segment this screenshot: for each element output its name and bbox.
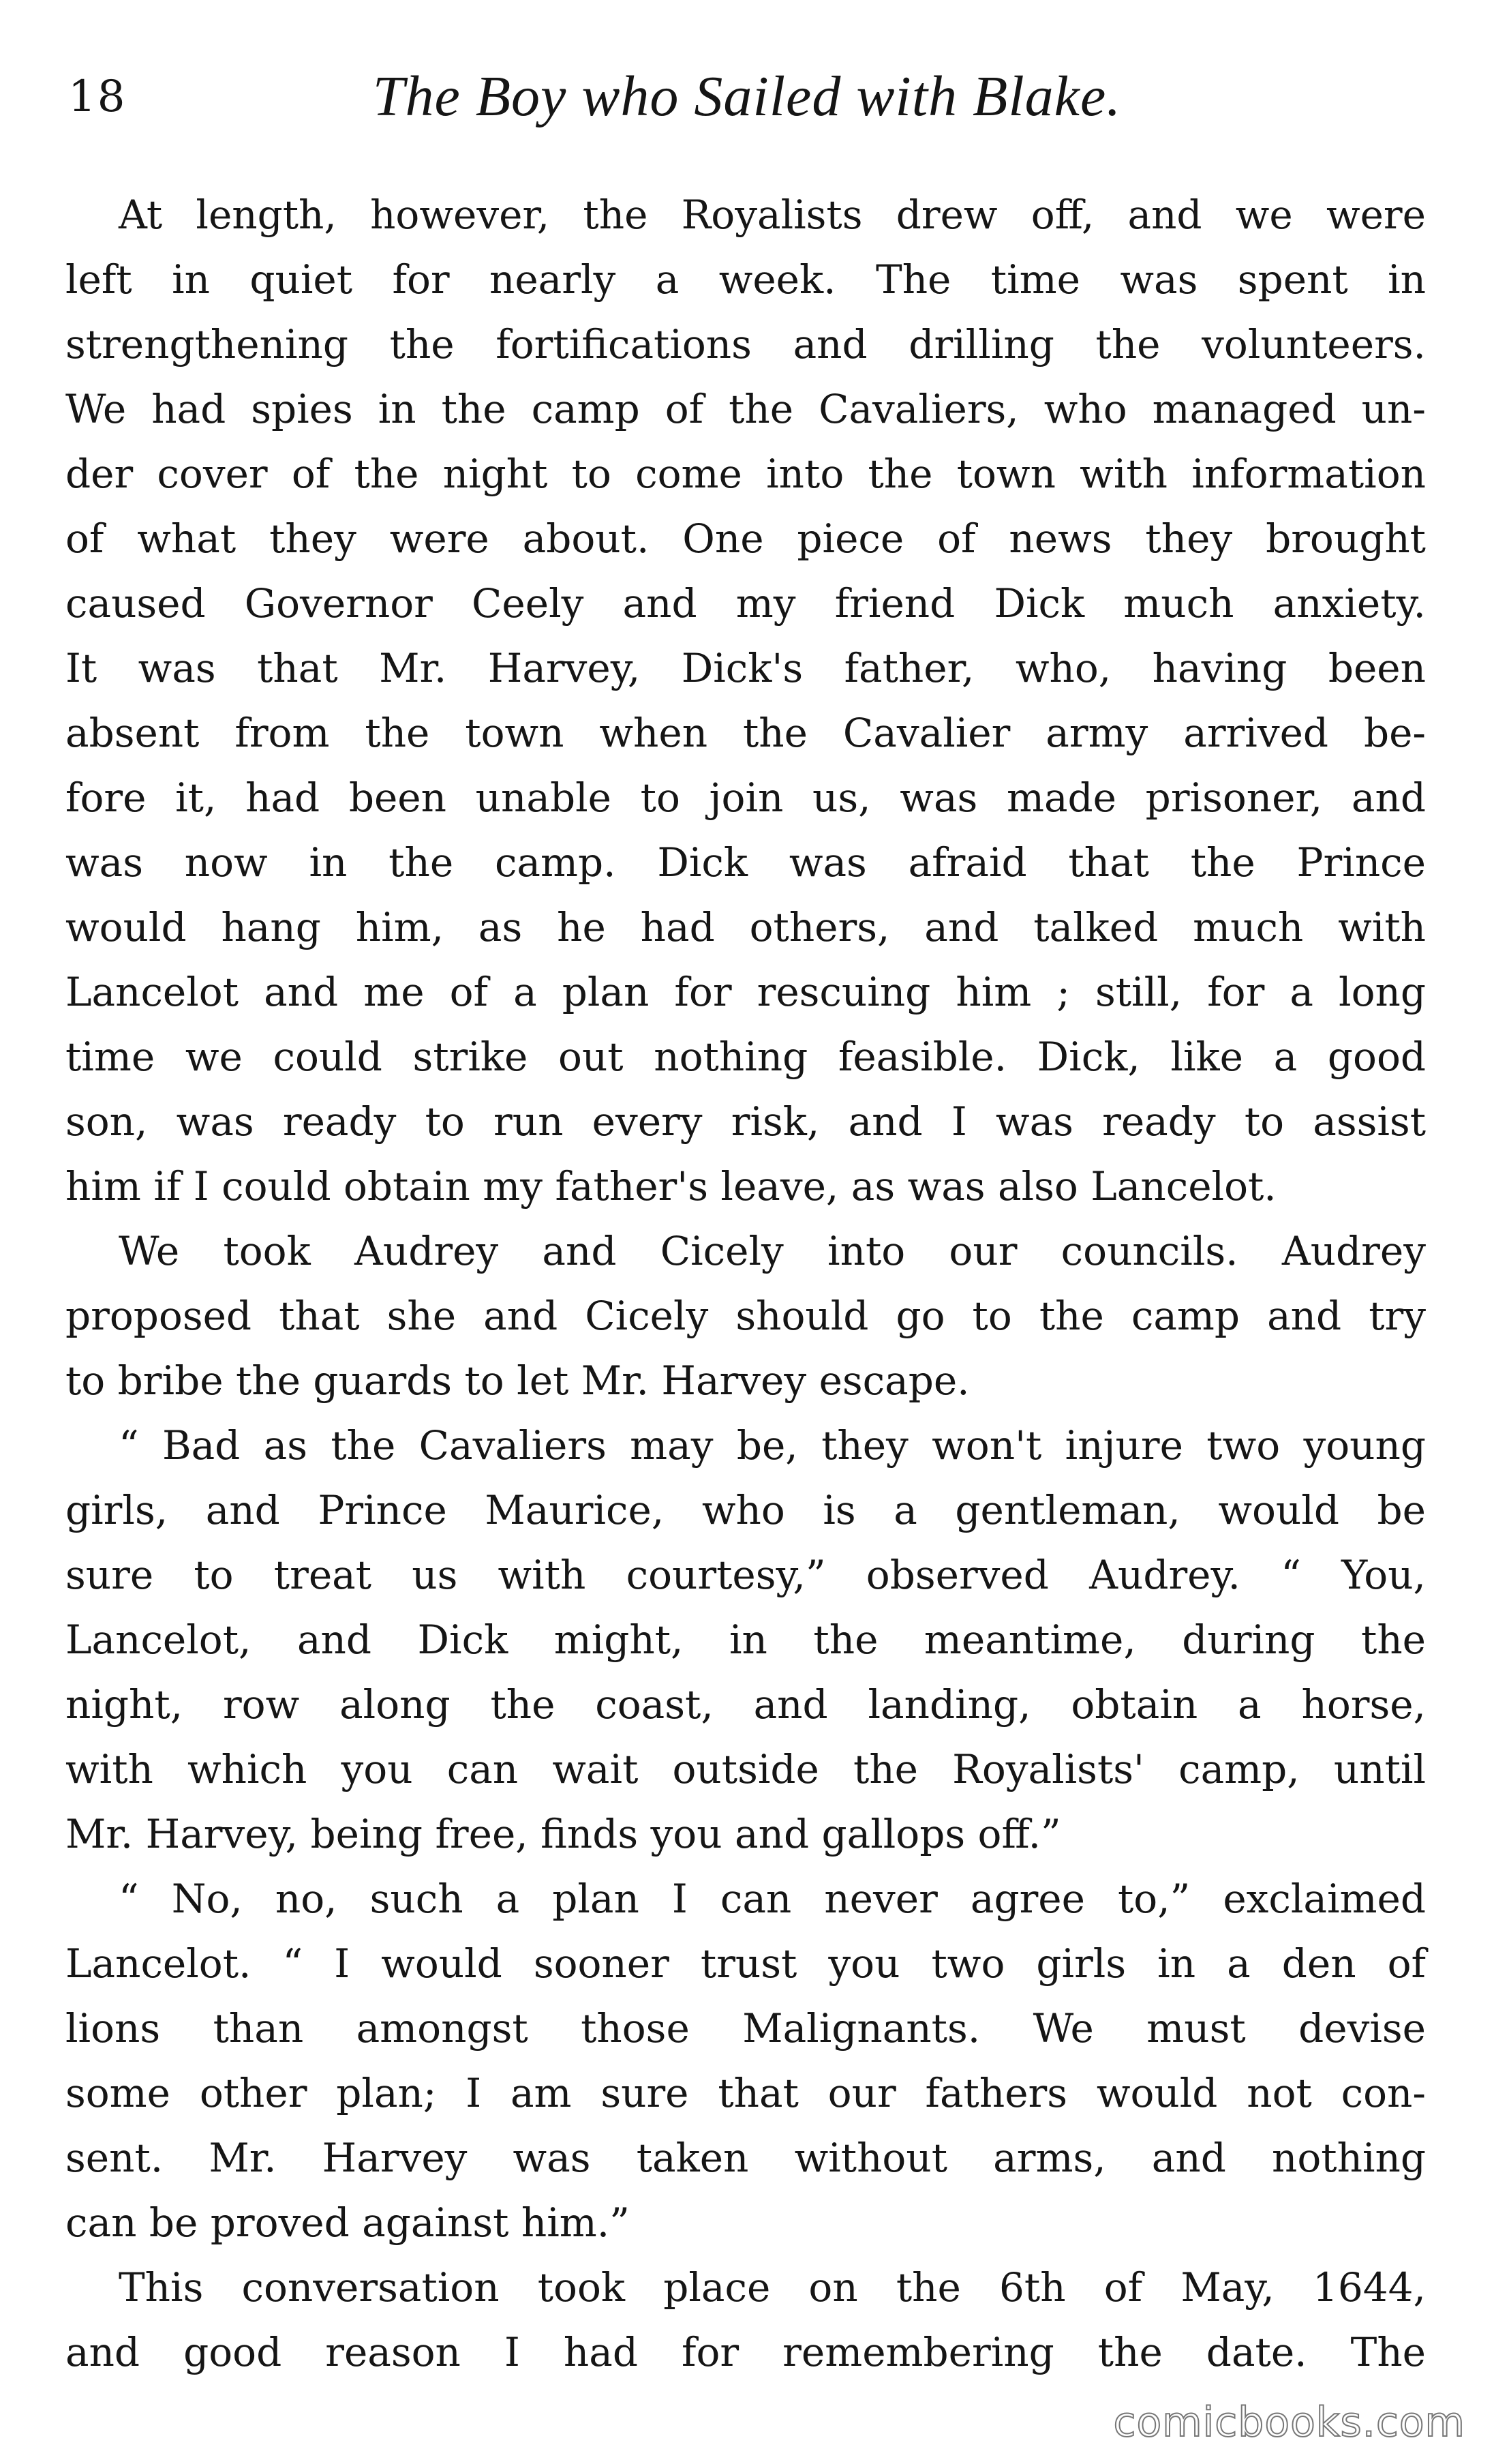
- text-line: some other plan; I am sure that our fathers would not con-: [65, 2070, 1426, 2116]
- running-head: [68, 63, 1426, 145]
- text-line: son, was ready to run every risk, and I was ready to assist: [65, 1098, 1426, 1145]
- text-line: sent. Mr. Harvey was taken without arms, and nothing: [65, 2135, 1426, 2181]
- text-line: “ Bad as the Cavaliers may be, they won't injure two young: [119, 1422, 1426, 1469]
- text-line: of what they were about. One piece of news they brought: [65, 515, 1426, 562]
- text-line: left in quiet for nearly a week. The time was spent in: [65, 256, 1426, 303]
- text-line: time we could strike out nothing feasible. Dick, like a good: [65, 1034, 1426, 1080]
- text-line: him if I could obtain my father's leave, as was also Lancelot.: [65, 1163, 1277, 1210]
- text-line: Lancelot and me of a plan for rescuing him ; still, for a long: [65, 969, 1426, 1015]
- text-line: lions than amongst those Malignants. We must devise: [65, 2005, 1426, 2052]
- watermark: comicbooks.com: [1113, 2399, 1465, 2446]
- page-number: 18: [68, 72, 127, 122]
- text-line: Lancelot. “ I would sooner trust you two girls in a den of: [65, 1940, 1426, 1987]
- text-line: fore it, had been unable to join us, was made prisoner, and: [65, 775, 1426, 821]
- text-line: was now in the camp. Dick was afraid that the Prince: [65, 839, 1426, 886]
- paragraph: [65, 1219, 1426, 1413]
- text-line: This conversation took place on the 6th of May, 1644,: [119, 2264, 1426, 2311]
- paragraph: [65, 183, 1426, 1219]
- paragraph: [65, 2255, 1426, 2385]
- text-line: and good reason I had for remembering the date. The: [65, 2329, 1426, 2375]
- text-line: Mr. Harvey, being free, finds you and gallops off.”: [65, 1811, 1061, 1857]
- text-line: caused Governor Ceely and my friend Dick much anxiety.: [65, 580, 1426, 627]
- body-text: [65, 183, 1426, 2385]
- text-line: can be proved against him.”: [65, 2199, 630, 2246]
- text-line: Lancelot, and Dick might, in the meantime, during the: [65, 1617, 1426, 1663]
- text-line: to bribe the guards to let Mr. Harvey escape.: [65, 1357, 970, 1404]
- text-line: “ No, no, such a plan I can never agree to,” exclaimed: [119, 1876, 1426, 1922]
- text-line: At length, however, the Royalists drew off, and we were: [119, 192, 1426, 238]
- text-line: It was that Mr. Harvey, Dick's father, who, having been: [65, 645, 1426, 691]
- text-line: proposed that she and Cicely should go to the camp and try: [65, 1293, 1426, 1339]
- text-line: girls, and Prince Maurice, who is a gentleman, would be: [65, 1487, 1426, 1533]
- text-line: would hang him, as he had others, and talked much with: [65, 904, 1426, 950]
- text-line: We had spies in the camp of the Cavaliers, who managed un-: [65, 386, 1426, 432]
- book-title: The Boy who Sailed with Blake.: [372, 65, 1122, 128]
- text-line: der cover of the night to come into the town with information: [65, 451, 1426, 497]
- text-line: absent from the town when the Cavalier army arrived be-: [65, 710, 1426, 756]
- paragraph: [65, 1867, 1426, 2255]
- text-line: strengthening the fortifications and drilling the volunteers.: [65, 321, 1426, 367]
- text-line: night, row along the coast, and landing, obtain a horse,: [65, 1681, 1426, 1728]
- text-line: We took Audrey and Cicely into our councils. Audrey: [119, 1228, 1426, 1274]
- text-line: with which you can wait outside the Royalists' camp, until: [65, 1746, 1426, 1792]
- text-line: sure to treat us with courtesy,” observed Audrey. “ You,: [65, 1552, 1426, 1598]
- paragraph: [65, 1413, 1426, 1867]
